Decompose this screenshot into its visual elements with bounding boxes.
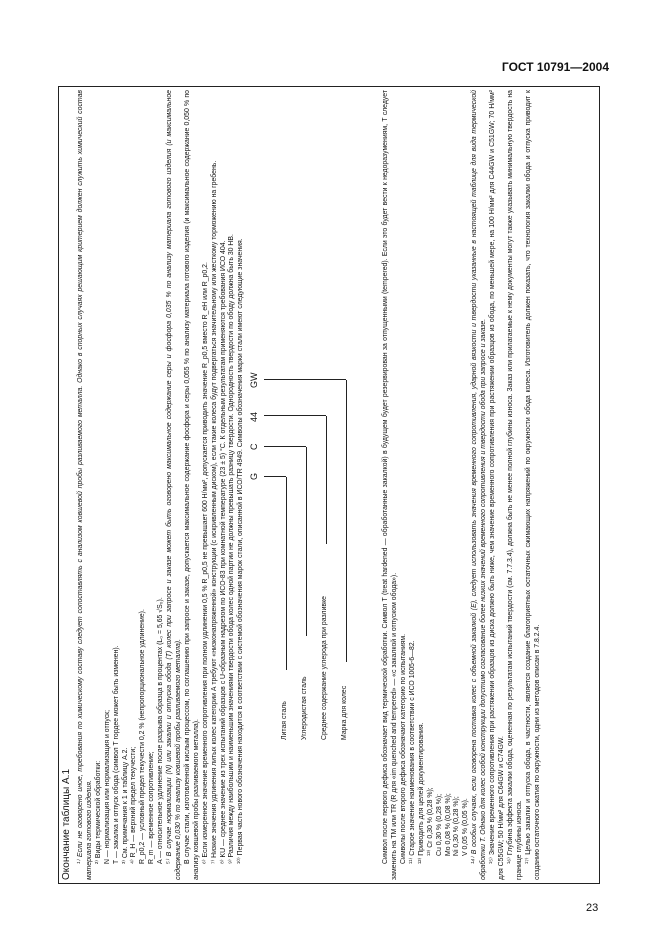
footnote-6: ⁶⁾ Если измеренное значение временного сопротивления при полном удлинении 0,5 % R_p0,5 не превышает 600 Н/мм², допускается приводить значение R_p0,5 вместо R_eH или R_p0,2. (201, 262, 209, 864)
list-item: Mo 0,08 % (0,08 %); (444, 793, 452, 856)
rotated-footnotes (61, 90, 597, 880)
footnote-16: ¹⁶⁾ Глубина эффекта закалки обода, оцененная по результатам испытаний твердости (см. 7.7.3.4), должна быть не менее полной глубины износа. Заказ или прилагаемые к нему документы могут также указывать минимальную твердость на границе глубины износа. (506, 90, 523, 880)
page-number: 23 (586, 902, 599, 914)
heat-treatment-list (104, 90, 166, 864)
list-item: N — нормализация или нормализация и отпуск; (103, 709, 111, 864)
code-gw: GW (249, 372, 260, 388)
connector-line (264, 415, 326, 416)
footnote-5: ⁵⁾ В случае нормализации (N) или закалки и отпуска обода (T) колес при запросе и заказе может быть оговорено максимальное содержание серы и фосфора 0,035 % по анализу материала готового изделия (и максимальное содержание 0,030 % по анализу ковшевой пробы разливаемого металла). (166, 90, 182, 880)
table-caption: Окончание таблицы А.1 (61, 768, 72, 880)
connector-line (346, 380, 347, 662)
list-item: ⁴⁾ R_H — верхний предел текучести; (130, 746, 138, 864)
footnote-11: ¹¹⁾ Старое значение наименования в соответствии с ИСО 1005-6—82. (408, 640, 416, 864)
category-note: Символы после второго дефиса обозначают категорию по испытаниям. (400, 633, 408, 864)
list-item: T — закалка и отпуск обода (символ T гордее может быть изменен). (112, 645, 120, 864)
list-item: Cu 0,30 % (0,28 %); (435, 793, 443, 856)
connector-line (326, 416, 327, 544)
footnote-10: ¹⁰⁾ Первая часть нового обозначения находится в соответствии с системой обозначения марок стали, описанной в ИСО/TR 4949. Символы обозначения марки стали имеют следующие значения. (237, 238, 245, 864)
steel-designation-diagram (250, 90, 378, 740)
code-g: G (249, 472, 260, 480)
footnote-8: ⁸⁾ KU — среднее значение из трех испытаний образцов с U-образным надрезом по ИСО-83 при комнатной температуре (23 ± 5) °С. К отдельным результатам применяются требования ИСО 404. (219, 240, 227, 864)
list-item: R_p0,2 — условный предел текучести 0,2 % (непропорциональное удлинение). (139, 609, 147, 864)
label-carbon-content: Среднее содержание углерода при разливке (321, 595, 329, 740)
table-frame (58, 86, 600, 884)
connector-line (306, 447, 307, 636)
chemistry-list (427, 90, 472, 856)
footnote-12: ¹²⁾ Приводить для целей документирования. (417, 722, 425, 864)
footnote-1: ¹⁾ Если не оговорено иное, требования по химическому составу следует сопоставлять с анализом ковшевой пробы разливаемого металла. Однако в спорных случаях решающим критерием должен служить химический состав материала готового изделия. (77, 90, 93, 880)
connector-line (286, 477, 287, 670)
footnote-17: ¹⁷⁾ Целью закалки и отпуска обода, в частности, является создание благоприятных остаточных сжимающих напряжений по окружности обода колеса. Изготовитель должен показать, что технология закалки обода и отпуска приводит к созданию остаточного сжатия по окружности, одни из методов описан в 7.8.2.4. (524, 90, 541, 880)
footnote-5b: В случае стали, изготовленной кислым процессом, по соглашению при запросе и заказе, допускается максимальное содержание фосфора и серы 0,055 % по анализу материала готового изделия (и максимальное содержание 0,050 % по анализу ковшевой пробы разливаемого металла). (183, 90, 200, 880)
list-item: R_m — временное сопротивление; (148, 751, 156, 864)
list-item: A — относительное удлинение после разрыва образца в процентах (L₀ = 5,65 √S₀). (157, 597, 165, 864)
label-cast-steel: Литая сталь (281, 701, 289, 740)
list-item: Ni 0,30 % (0,28 %); (453, 796, 461, 856)
list-item: ¹³⁾ Cr 0,30 % (0,28 %); (426, 787, 434, 856)
list-item: V 0,05 % (0,05 %). (462, 798, 470, 856)
code-44: 44 (249, 411, 260, 422)
footnote-14: ¹⁴⁾ В особых случаях, если оговорена поставка колес с объемной закалкой (E), следует использовать значения временного сопротивления, ударной вязкости и твердости указанные в настоящей таблице для вида термической обработки T. Однако для колес особой конструкции допустимо согласование более низких значений временного сопротивления и твердости обода при запросе и заказе. (471, 90, 488, 880)
heat-treatment-symbol-note: Символ после первого дефиса обозначает вид термической обработки. Символ T (treat hardened — обработанные закалкой) в будущем будет резервирован за отпущенными (tempered). Если это будет вести к недоразумениям, T следует заменить на TM или TR (R для «im quenched and tempered» — «с закалкой и отпуском обода»). (382, 90, 399, 880)
label-carbon-steel: Углеродистая сталь (301, 676, 309, 740)
label-wheel-grade: Марка для колес (341, 685, 349, 740)
connector-line (264, 476, 286, 477)
footnote-9: ⁹⁾ Различия между наибольшим и наименьшим значениями твердости обода колес одной партии не должны превышать разницу твердости. Однородность твердости по ободу должна быть 30 НВ. (228, 234, 236, 864)
code-c: C (249, 443, 260, 450)
list-item: ³⁾ См. примечания к 1 и таблицу А.2. (121, 747, 129, 864)
footnote-2: ²⁾ Виды термической обработки: (94, 760, 102, 864)
footnote-15: ¹⁵⁾ Значение временного сопротивления при растяжении образцов из диска должно быть ниже, чем значение временного сопротивления при растяжении образцов из обода, по меньшей мере, на 100 Н/мм² для C44GW и C51GW; 70 Н/мм² для C55GW; 50 Н/мм² для C64GW и C74GW. (489, 90, 505, 880)
document-header: ГОСТ 10791—2004 (501, 60, 609, 74)
footnote-7: ⁷⁾ Низкие значения удлинения литых колес категории А требуют «низконапряженной» конструкции (с искривленным диском), если такие колеса будут подвергаться значительному или жесткому торможению на гребень. (210, 160, 218, 864)
connector-line (264, 379, 346, 380)
connector-line (264, 446, 306, 447)
